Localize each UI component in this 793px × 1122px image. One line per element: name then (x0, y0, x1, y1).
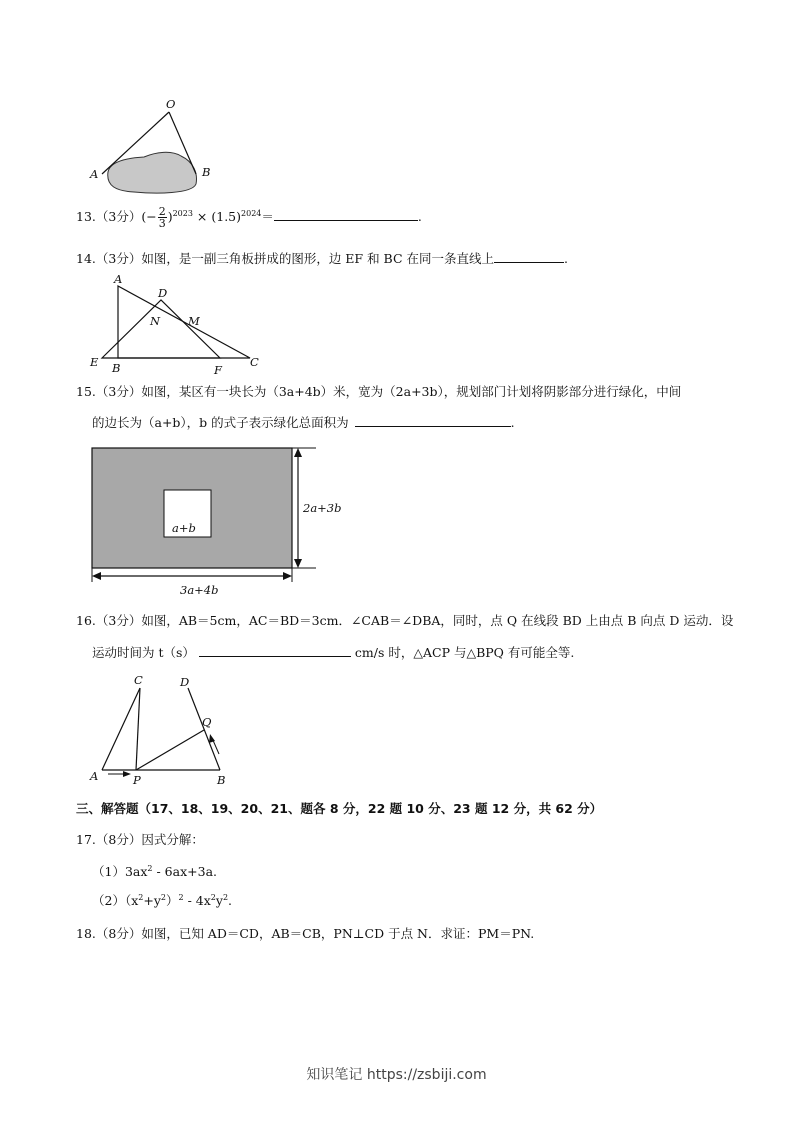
q17-p2-y: y (215, 893, 223, 908)
q17-title: 17.（8分）因式分解： (76, 832, 204, 847)
question-17-part2 (92, 892, 232, 910)
question-16-line1 (76, 612, 733, 630)
shaded-region (108, 152, 197, 193)
q17-p2-end: . (228, 893, 233, 908)
label-a: A (90, 769, 99, 783)
q17-p1-sup: 2 (147, 863, 153, 873)
label-a: A (90, 167, 99, 181)
q13-mult: × (1.5) (192, 209, 242, 224)
q17-p1-post: - 6ax+3a. (152, 864, 217, 879)
q13-close: ) (167, 209, 173, 224)
label-b: B (217, 773, 226, 787)
q17-p2-s2: 2 (160, 892, 166, 902)
question-15-line2 (92, 414, 515, 432)
q17-p2-s4: 2 (210, 892, 216, 902)
q14-text: 14.（3分）如图，是一副三角板拼成的图形，边 EF 和 BC 在同一条直线上 (76, 251, 495, 266)
q13-exp2: 2024 (241, 208, 262, 218)
figure-oab (86, 94, 216, 204)
figure-moving-points (86, 670, 236, 788)
question-15-line1 (76, 383, 681, 401)
label-e: E (90, 355, 99, 369)
answer-blank-13[interactable] (274, 208, 418, 221)
answer-blank-15[interactable] (355, 414, 511, 427)
q17-p2-s3: 2 (178, 892, 184, 902)
q17-p2-s5: 2 (222, 892, 229, 902)
q18-text: 18.（8分）如图，已知 AD＝CD，AB＝CB，PN⊥CD 于点 N．求证：PM＝PN. (76, 926, 535, 941)
question-16-line2 (92, 644, 574, 662)
q14-end: . (564, 251, 568, 266)
label-f: F (214, 363, 222, 377)
q13-exp1: 2023 (172, 208, 193, 218)
q13-fraction (158, 206, 167, 229)
q16-line2b: cm/s 时，△ACP 与△BPQ 有可能全等. (354, 645, 575, 660)
q13-sign: (− (141, 209, 157, 224)
label-c: C (250, 355, 259, 369)
answer-blank-14[interactable] (494, 250, 564, 263)
label-d: D (158, 286, 168, 300)
label-n: N (150, 314, 161, 328)
label-q: Q (202, 715, 212, 729)
q16-line2a: 运动时间为 t（s） (92, 645, 195, 660)
q17-p2-minus: - 4x (183, 893, 211, 908)
label-d: D (180, 675, 190, 689)
q15-line1: 15.（3分）如图，某区有一块长为（3a+4b）米，宽为（2a+3b），规划部门计划将阴影部分进行绿化，中间 (76, 384, 682, 399)
label-b: B (202, 165, 211, 179)
footer-watermark: 知识笔记 https://zsbiji.com (306, 1067, 487, 1083)
q17-p2-pre: （2）（x (92, 893, 139, 908)
label-width: 3a+4b (180, 583, 219, 594)
label-a: A (114, 272, 123, 286)
q17-p2-close: ） (166, 893, 179, 908)
q13-prefix: 13.（3分） (76, 209, 142, 224)
q15-end: . (510, 415, 515, 430)
question-13 (76, 206, 422, 229)
question-17-part1 (92, 863, 217, 881)
label-c: C (134, 673, 143, 687)
q13-eq: ＝ (261, 209, 274, 224)
figure-triangles (86, 272, 266, 378)
q13-end: . (417, 209, 422, 224)
q17-p2-mid: +y (143, 893, 161, 908)
q15-line2: 的边长为（a+b），b 的式子表示绿化总面积为 (92, 415, 349, 430)
label-o: O (166, 97, 176, 111)
q13-den: 3 (158, 217, 166, 230)
label-b: B (112, 361, 121, 375)
q17-p1-pre: （1）3ax (92, 864, 148, 879)
section-heading: 三、解答题（17、18、19、20、21、题各 8 分，22 题 10 分、23 题 12 分，共 62 分） (76, 801, 603, 816)
question-14 (76, 250, 568, 268)
label-m: M (188, 314, 200, 328)
q13-num: 2 (158, 205, 166, 218)
question-18 (76, 925, 534, 943)
q16-line1: 16.（3分）如图，AB＝5cm，AC＝BD＝3cm．∠CAB＝∠DBA，同时，点 Q 在线段 BD 上由点 B 向点 D 运动．设 (76, 613, 734, 628)
label-inner: a+b (172, 521, 196, 535)
answer-blank-16[interactable] (199, 644, 351, 657)
label-p: P (133, 773, 141, 787)
figure-rectangle (86, 444, 366, 594)
label-height: 2a+3b (303, 501, 342, 515)
question-17 (76, 831, 204, 849)
q17-p2-s1: 2 (138, 892, 144, 902)
